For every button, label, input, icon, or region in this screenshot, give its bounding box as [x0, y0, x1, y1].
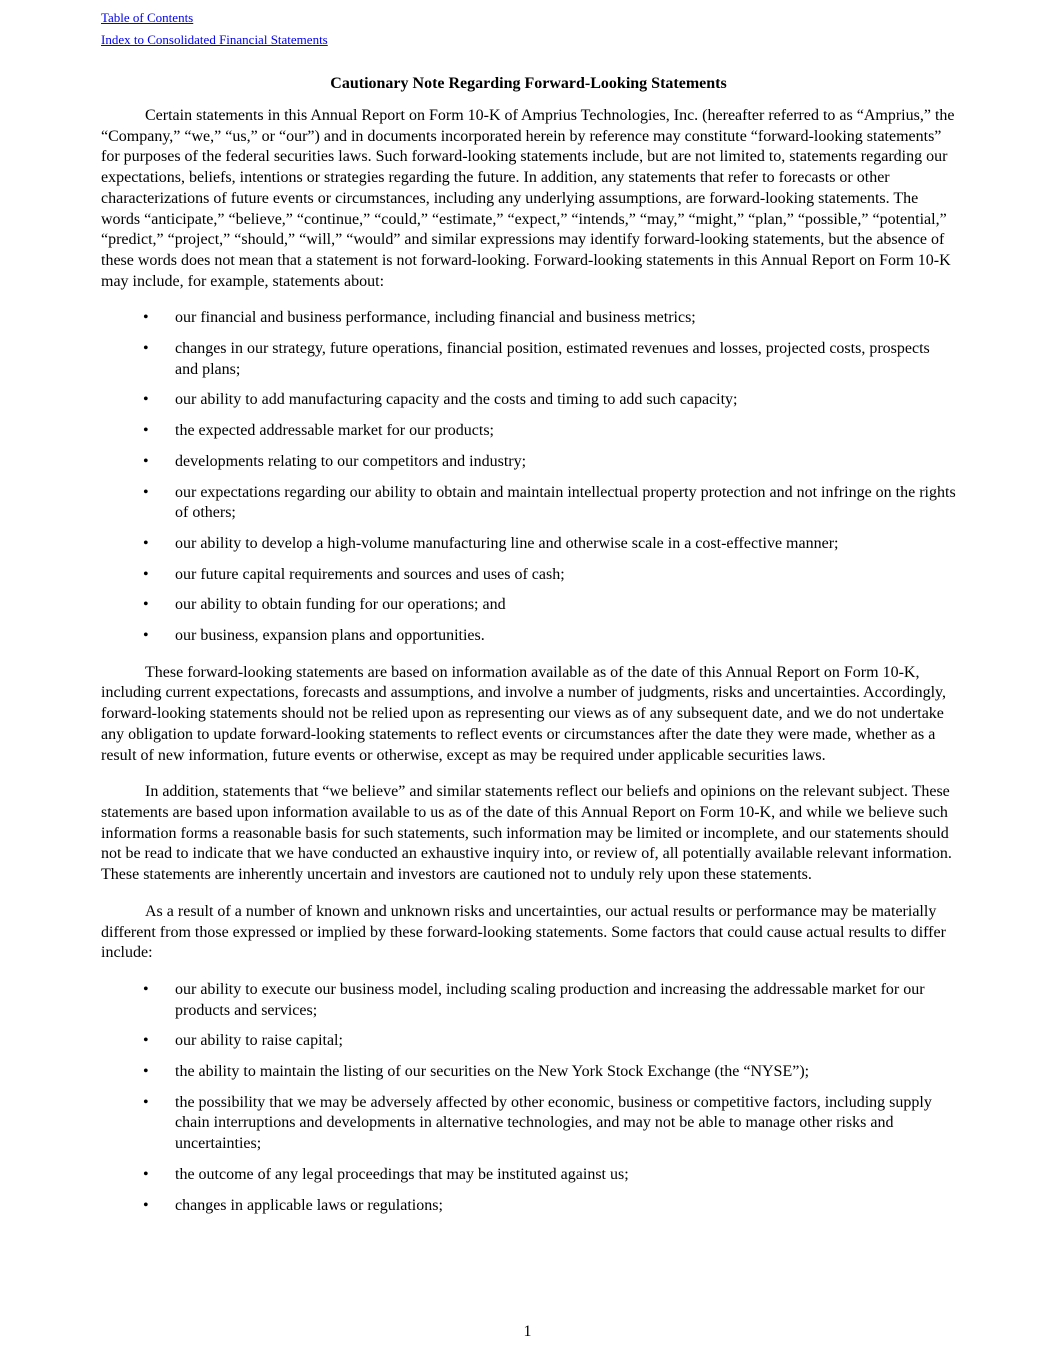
- list-item: [101, 595, 956, 616]
- list-item: [101, 421, 956, 442]
- bullet-icon: •: [143, 340, 149, 358]
- list-item-text: the outcome of any legal proceedings that may be instituted against us;: [175, 1165, 629, 1183]
- page-number: 1: [523, 1323, 532, 1340]
- bullet-icon: •: [143, 1093, 149, 1111]
- list-item: [101, 565, 956, 586]
- bullet-icon: •: [143, 309, 149, 327]
- list-item: [101, 483, 956, 524]
- bullet-icon: •: [143, 1196, 149, 1214]
- list-item-text: our expectations regarding our ability to obtain and maintain intellectual property protection and not infringe on the rights of others;: [175, 483, 956, 522]
- list-item-text: the possibility that we may be adversely affected by other economic, business or competitive factors, including supply chain interruptions and developments in alternative technologies, and may not be able to manage other risks and uncertainties;: [175, 1093, 932, 1153]
- bullet-icon: •: [143, 422, 149, 440]
- bullet-icon: •: [143, 483, 149, 501]
- list-item-text: changes in our strategy, future operations, financial position, estimated revenues and losses, projected costs, prospects and plans;: [175, 340, 930, 378]
- list-item-text: changes in applicable laws or regulations;: [175, 1196, 443, 1214]
- bullet-icon: •: [143, 1165, 149, 1183]
- list-item: [101, 980, 956, 1021]
- list-item-text: our ability to raise capital;: [175, 1032, 343, 1050]
- financial-statements-index-link[interactable]: Index to Consolidated Financial Statements: [101, 32, 328, 47]
- bullet-icon: •: [143, 565, 149, 583]
- list-item: [101, 1196, 956, 1217]
- bullet-icon: •: [143, 627, 149, 645]
- list-item: [101, 1062, 956, 1083]
- list-item-text: our ability to develop a high-volume manufacturing line and otherwise scale in a cost-effective manner;: [175, 534, 839, 552]
- nav-financial-index: [101, 32, 328, 48]
- bullet-icon: •: [143, 452, 149, 470]
- nav-table-of-contents: [101, 10, 193, 26]
- list-item-text: our ability to obtain funding for our operations; and: [175, 596, 506, 614]
- bullet-icon: •: [143, 1032, 149, 1050]
- bullet-icon: •: [143, 980, 149, 998]
- list-item-text: the expected addressable market for our products;: [175, 422, 494, 440]
- bullet-icon: •: [143, 596, 149, 614]
- list-item: [101, 390, 956, 411]
- list-item: [101, 534, 956, 555]
- bullet-icon: •: [143, 391, 149, 409]
- table-of-contents-link[interactable]: Table of Contents: [101, 10, 194, 25]
- list-item: [101, 339, 956, 380]
- list-item-text: our business, expansion plans and opportunities.: [175, 627, 485, 645]
- forward-looking-topics-list: [101, 308, 956, 646]
- list-item: [101, 1165, 956, 1186]
- list-item-text: developments relating to our competitors and industry;: [175, 452, 527, 470]
- list-item: [101, 1031, 956, 1052]
- list-item-text: our ability to add manufacturing capacity and the costs and timing to add such capacity;: [175, 391, 738, 409]
- section-title: Cautionary Note Regarding Forward-Looking Statements: [330, 75, 727, 92]
- list-item-text: our financial and business performance, including financial and business metrics;: [175, 309, 696, 327]
- list-item: [101, 308, 956, 329]
- intro-paragraph: Certain statements in this Annual Report on Form 10-K of Amprius Technologies, Inc. (hereafter referred to as “Amprius,” the “Company,” “we,” “us,” or “our”) and in documents incorporated herein by reference may constitute “forward-looking statements” for purposes of the federal securities laws. Such forward-looking statements include, but are not limited to, statements regarding our expectations, beliefs, intentions or strategies regarding the future. In addition, any statements that refer to forecasts or other characterizations of future events or circumstances, including any underlying assumptions, are forward-looking statements. The words “anticipate,” “believe,” “continue,” “could,” “estimate,” “expect,” “intends,” “may,” “might,” “plan,” “possible,” “potential,” “predict,” “project,” “should,” “will,” “would” and similar expressions may identify forward-looking statements, but the absence of these words does not mean that a statement is not forward-looking. Forward-looking statements in this Annual Report on Form 10-K may include, for example, statements about:: [101, 107, 955, 290]
- list-item: [101, 1093, 956, 1155]
- bullet-icon: •: [143, 534, 149, 552]
- list-item-text: our future capital requirements and sources and uses of cash;: [175, 565, 565, 583]
- bullet-icon: •: [143, 1063, 149, 1081]
- list-item: [101, 626, 956, 647]
- list-item-text: the ability to maintain the listing of our securities on the New York Stock Exchange (the “NYSE”);: [175, 1063, 810, 1081]
- risk-factors-list: [101, 980, 956, 1216]
- list-item: [101, 452, 956, 473]
- beliefs-paragraph: In addition, statements that “we believe” and similar statements reflect our beliefs and opinions on the relevant subject. These statements are based upon information available to us as of the date of this Annual Report on Form 10-K, and while we believe such information forms a reasonable basis for such statements, such information may be limited or incomplete, and our statements should not be read to indicate that we have conducted an exhaustive inquiry into, or review of, all potentially available relevant information. These statements are inherently uncertain and investors are cautioned not to unduly rely upon these statements.: [101, 783, 952, 884]
- document-body: [101, 74, 956, 1232]
- basis-paragraph: These forward-looking statements are based on information available as of the date of this Annual Report on Form 10-K, including current expectations, forecasts and assumptions, and involve a number of judgments, risks and uncertainties. Accordingly, forward-looking statements should not be relied upon as representing our views as of any subsequent date, and we do not undertake any obligation to update forward-looking statements to reflect events or circumstances after the date they were made, whether as a result of new information, future events or otherwise, except as may be required under applicable securities laws.: [101, 663, 946, 764]
- risk-factors-paragraph: As a result of a number of known and unknown risks and uncertainties, our actual results or performance may be materially different from those expressed or implied by these forward-looking statements. Some factors that could cause actual results to differ include:: [101, 902, 946, 962]
- list-item-text: our ability to execute our business model, including scaling production and increasing the addressable market for our products and services;: [175, 980, 925, 1019]
